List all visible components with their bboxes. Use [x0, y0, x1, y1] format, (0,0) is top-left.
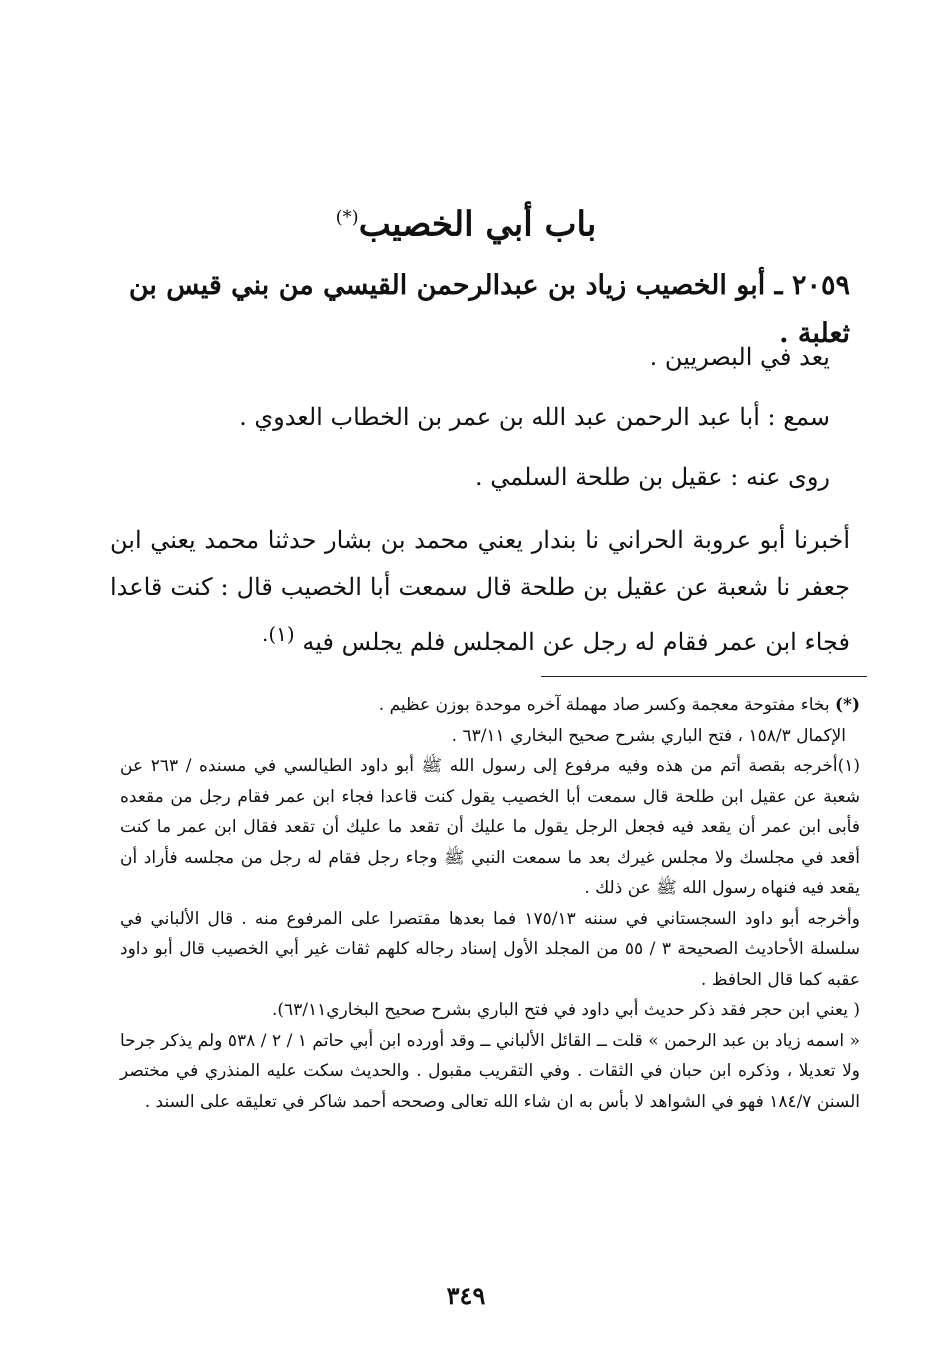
chapter-title-text: باب أبي الخصيب — [358, 204, 597, 245]
footnote-one-marker: (١) — [837, 756, 860, 776]
hadith-text: أخبرنا أبو عروبة الحراني نا بندار يعني محمد بن بشار حدثنا محمد يعني ابن جعفر نا شعبة عن عقيل بن طلحة قال سمعت أبا الخصيب قال : كنت قاعدا فجاء ابن عمر فقام له رجل عن المجلس فلم يجلس فيه — [110, 526, 850, 656]
footnote-name: « اسمه زياد بن عبد الرحمن » قلت ــ القائل الألباني ــ وقد أورده ابن أبي حاتم ١ / ٢ / ٥٣٨ ولم يذكر جرحا ولا تعديلا ، وذكره ابن حبان في الثقات . وفي التقريب مقبول . والحديث سكت عليه المنذري في مختصر السنن ١٨٤/٧ فهو في الشواهد لا بأس به ان شاء الله تعالى وصححه أحمد شاكر في تعليقه على السند . — [120, 1030, 861, 1112]
footnote-star-marker: (*) — [835, 695, 860, 715]
entry-number: ٢٠٥٩ — [791, 270, 850, 301]
page-number: ٣٤٩ — [446, 1281, 486, 1310]
entry-dash: ـ — [774, 270, 783, 301]
entry-heading-text: أبو الخصيب زياد بن عبدالرحمن القيسي من بني قيس بن ثعلبة . — [128, 270, 850, 349]
line-counted: يعد في البصريين . — [649, 343, 830, 371]
chapter-title-note-marker: (*) — [335, 207, 359, 228]
line-narrated: روى عنه : عقيل بن طلحة السلمي . — [475, 463, 830, 491]
footnotes — [120, 690, 860, 1117]
footnote-star-line1 — [120, 690, 860, 721]
footnote-separator — [541, 676, 867, 677]
chapter-title — [0, 188, 932, 254]
footnote-abudawud: وأخرجه أبو داود السجستاني في سننه ١٧٥/١٣ فما بعدها مقتصرا على المرفوع منه . قال الألباني في سلسلة الأحاديث الصحيحة ٣ / ٥٥ من المجلد الأول إسناد رجاله كلهم ثقات غير أبي الخصيب قال أبو داود عقبه كما قال الحافظ . — [120, 908, 861, 990]
footnote-one-text: أخرجه بقصة أتم من هذه وفيه مرفوع إلى رسول الله ﷺ أبو داود الطيالسي في مسنده / ٢٦٣ عن شعبة عن عقيل ابن طلحة قال سمعت أبا الخصيب يقول كنت قاعدا فجاء ابن عمر فقام رجل من مقعده فأبى ابن عمر أن يقعد فيه فجعل الرجل يقول ما عليك أن تقعد ما عليك أن تقعد فقال ابن عمر ما كنت أقعد في مجلسك ولا مجلس غيرك بعد ما سمعت النبي ﷺ وجاء رجل فقام له رجل من مجلسه فأراد أن يقعد فيه فنهاه رسول الله ﷺ عن ذلك . — [120, 756, 860, 898]
footnote-star-line2: الإكمال ١٥٨/٣ ، فتح الباري بشرح صحيح البخاري ٦٣/١١ . — [451, 725, 846, 746]
line-heard: سمع : أبا عبد الرحمن عبد الله بن عمر بن الخطاب العدوي . — [239, 403, 830, 431]
hadith-note-ref: (١). — [261, 622, 295, 646]
footnote-one — [120, 751, 860, 904]
footnote-hajar: ( يعني ابن حجر فقد ذكر حديث أبي داود في فتح الباري بشرح صحيح البخاري٦٣/١١). — [271, 1000, 860, 1020]
footnote-star-text: بخاء مفتوحة معجمة وكسر صاد مهملة آخره موحدة بوزن عظيم . — [378, 695, 830, 715]
hadith-paragraph — [110, 517, 850, 666]
